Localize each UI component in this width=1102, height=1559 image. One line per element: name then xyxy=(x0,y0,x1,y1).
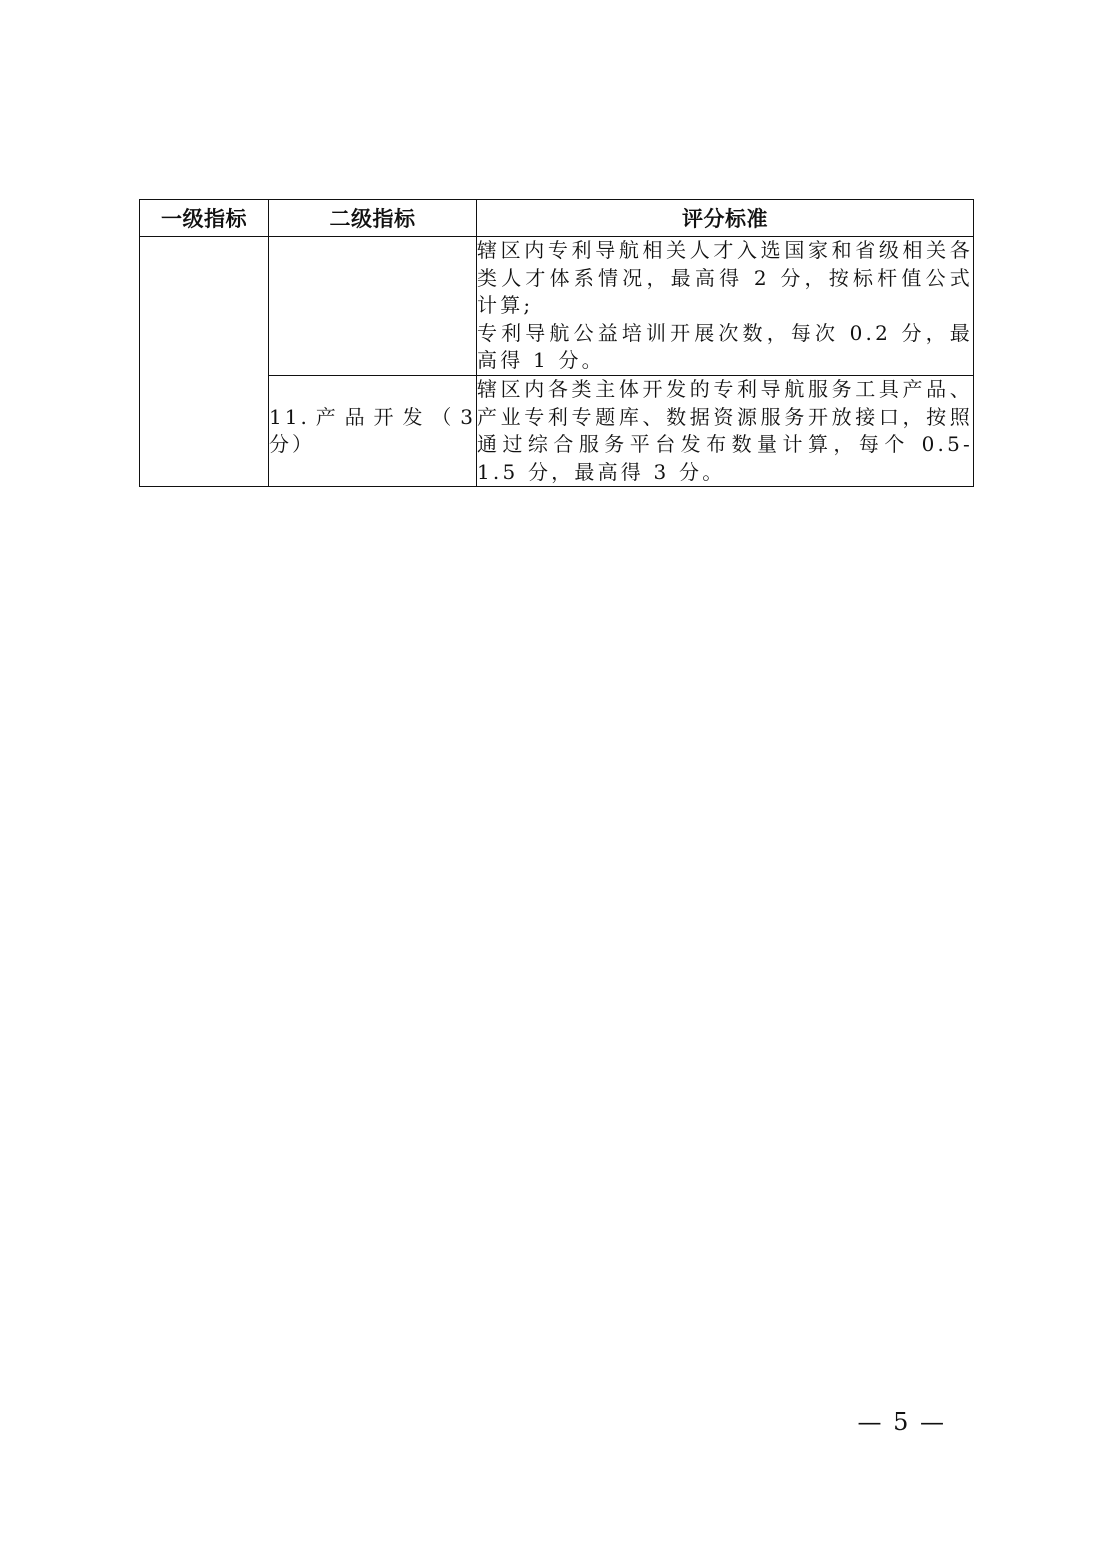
header-scoring-standard: 评分标准 xyxy=(477,200,974,237)
scoring-standard-cell xyxy=(477,237,974,376)
level1-indicator-cell xyxy=(140,237,269,487)
table-header-row xyxy=(140,200,974,237)
scoring-criteria-table xyxy=(139,199,974,487)
header-level1-indicator: 一级指标 xyxy=(140,200,269,237)
level2-indicator-cell: 11.产品开发（3 分） xyxy=(269,376,477,487)
criteria-text: 辖区内专利导航相关人才入选国家和省级相关各类人才体系情况，最高得 2 分，按标杆值公式计算; xyxy=(477,238,973,318)
criteria-text: 辖区内各类主体开发的专利导航服务工具产品、产业专利专题库、数据资源服务开放接口，按照通过综合服务平台发布数量计算，每个 0.5-1.5 分，最高得 3 分。 xyxy=(477,377,973,484)
scoring-standard-cell xyxy=(477,376,974,487)
page-number: — 5 — xyxy=(857,1408,946,1436)
header-level2-indicator: 二级指标 xyxy=(269,200,477,237)
table-row xyxy=(140,237,974,376)
criteria-text: 专利导航公益培训开展次数，每次 0.2 分，最高得 1 分。 xyxy=(477,320,973,373)
level2-indicator-cell xyxy=(269,237,477,376)
